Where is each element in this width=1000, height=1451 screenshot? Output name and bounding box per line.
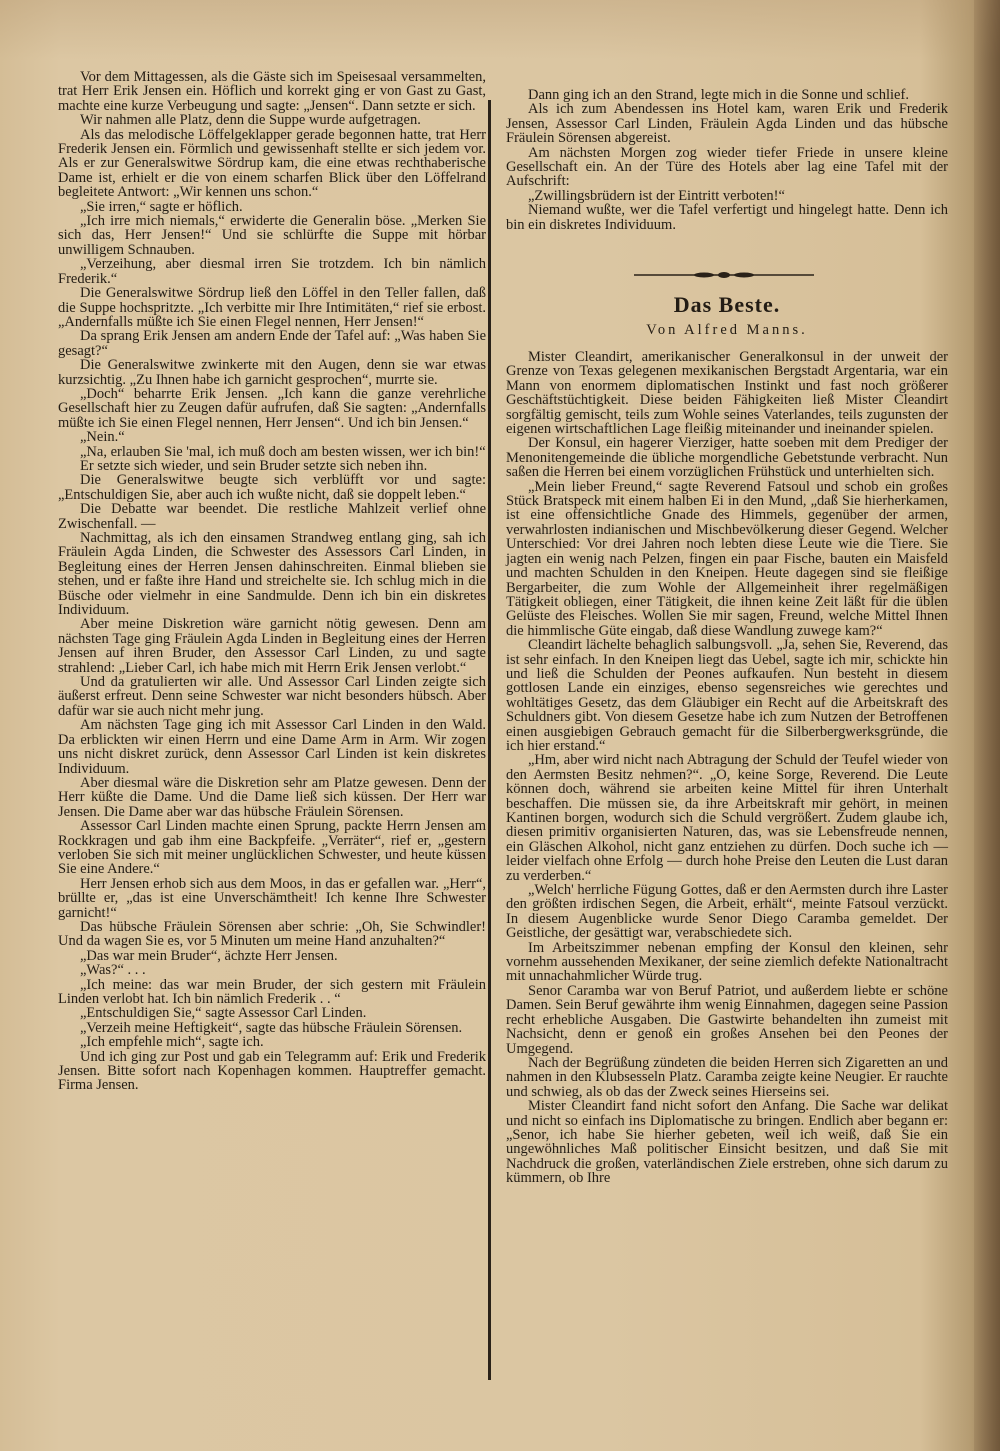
paragraph: Das hübsche Fräulein Sörensen aber schrie: „Oh, Sie Schwindler! Und da wagen Sie es, vor 5 Minuten um meine Hand anzuhalten?“ <box>58 918 486 950</box>
paragraph: „Welch' herrliche Fügung Gottes, daß er den Aermsten durch ihre Laster den größten irdischen Segen, die Arbeit, erhält“, meinte Fatsoul verzückt. In diesem Augenblicke wurde Senor Diego Caramba gemeldet. Der Geistliche, der gesättigt war, verabschiedete sich. <box>506 882 948 942</box>
paragraph: „Ich empfehle mich“, sagte ich. <box>80 1034 264 1051</box>
paragraph: Und da gratulierten wir alle. Und Assessor Carl Linden zeigte sich äußerst erfreut. Denn seine Schwester war nicht besonders hübsch. Aber dafür war sie auch nicht mehr jung. <box>58 674 486 719</box>
paragraph: „Entschuldigen Sie,“ sagte Assessor Carl Linden. <box>80 1005 367 1022</box>
paragraph: „Ich meine: das war mein Bruder, der sich gestern mit Fräulein Linden verlobt hat. Ich bin nämlich Frederik . . “ <box>58 976 486 1007</box>
paragraph: „Zwillingsbrüdern ist der Eintritt verboten!“ <box>528 187 785 204</box>
paragraph: Mister Cleandirt fand nicht sofort den Anfang. Die Sache war delikat und nicht so einfach ins Diplomatische zu bringen. Endlich aber begann er: „Senor, ich habe Sie hierher gebeten, weil ich weiß, daß Sie ein ungewöhnliches Maß politischer Einsicht besitzen, und daß Sie mit Nachdruck die großen, vaterländischen Ziele erstreben, ohne sich darum zu kümmern, ob Ihre <box>506 1098 948 1187</box>
paragraph: „Nein.“ <box>80 429 125 446</box>
paragraph: Die Generalswitwe beugte sich verblüfft vor und sagte: „Entschuldigen Sie, aber auch ich wußte nicht, daß sie doppelt leben.“ <box>58 472 486 503</box>
paragraph: „Ich irre mich niemals,“ erwiderte die Generalin böse. „Merken Sie sich das, Herr Jensen!“ Und sie schlürfte die Suppe mit hörbar unwilligem Schnauben. <box>58 213 486 258</box>
paragraph: Am nächsten Morgen zog wieder tiefer Friede in unsere kleine Gesellschaft ein. An der Türe des Hotels aber lag eine Tafel mit der Aufschrift: <box>506 144 948 190</box>
paragraph: Am nächsten Tage ging ich mit Assessor Carl Linden in den Wald. Da erblickten wir einen Herrn und eine Dame Arm in Arm. Wir zogen uns nicht diskret zurück, denn Assessor Carl Linden ist kein diskretes Individuum. <box>58 717 486 777</box>
paragraph: „Verzeihung, aber diesmal irren Sie trotzdem. Ich bin nämlich Frederik.“ <box>58 256 486 287</box>
paragraph: Nachmittag, als ich den einsamen Strandweg entlang ging, sah ich Fräulein Agda Linden, die Schwester des Assessors Carl Linden, in Begleitung eines der Herren Jensen dahinschreiten. Einmal blieben sie stehen, und er faßte ihre Hand und streichelte sie. Ich schlug mich in die Büsche oder vielmehr in eine Sandmulde. Denn ich bin ein diskretes Individuum. <box>58 530 486 619</box>
paragraph: Aber meine Diskretion wäre garnicht nötig gewesen. Denn am nächsten Tage ging Fräulein Agda Linden in Begleitung eines der Herren Jensen auf ihren Bruder, den Assessor Carl Linden, zu und sagte strahlend: „Lieber Carl, ich habe mich mit Herrn Erik Jensen verlobt.“ <box>58 616 486 676</box>
paragraph: Als das melodische Löffelgeklapper gerade begonnen hatte, trat Herr Frederik Jensen ein. Förmlich und gewissenhaft stellte er sich jedem vor. Als er zur Generalswitwe Sördrup kam, die eine etwas rechthaberische Dame ist, erhielt er die von einem scharfen Blick über den Löffelrand begleitete Antwort: „Wir kennen uns schon.“ <box>58 126 486 201</box>
paragraph: Aber diesmal wäre die Diskretion sehr am Platze gewesen. Denn der Herr küßte die Dame. Und die Dame ließ sich küssen. Der Herr war Jensen. Die Dame aber war das hübsche Fräulein Sörensen. <box>58 774 486 820</box>
paragraph: Der Konsul, ein hagerer Vierziger, hatte soeben mit dem Prediger der Menonitengemeinde die übliche morgendliche Gebetstunde verbracht. Nun saßen die Herren bei einem vorzüglichen Frühstück und unterhielten sich. <box>506 435 948 481</box>
paragraph: Vor dem Mittagessen, als die Gäste sich im Speisesaal versammelten, trat Herr Erik Jensen ein. Höflich und korrekt ging er von Gast zu Gast, machte eine kurze Verbeugung und sagte: „Jensen“. Dann setzte er sich. <box>58 69 486 114</box>
paragraph: Senor Caramba war von Beruf Patriot, und außerdem liebte er schöne Damen. Sein Beruf gewährte ihm wenig Einnahmen, dagegen seine Passion recht erhebliche Ausgaben. Die Gastwirte behandelten ihn zumeist mit Nachsicht, denn er genoß ein großes Ansehen bei den Peones der Umgegend. <box>506 982 948 1057</box>
paragraph: Und ich ging zur Post und gab ein Telegramm auf: Erik und Frederik Jensen. Bitte sofort nach Kopenhagen kommen. Hauptreffer gemacht. Firma Jensen. <box>58 1048 486 1094</box>
article-title: Das Beste. <box>673 292 781 317</box>
paragraph: Wir nahmen alle Platz, denn die Suppe wurde aufgetragen. <box>80 112 421 129</box>
paragraph: Cleandirt lächelte behaglich salbungsvoll. „Ja, sehen Sie, Reverend, das ist sehr einfach. In den Kneipen liegt das Uebel, sagte ich mir, schickte hin und ließ die Schulden der Peones aufkaufen. Nun besteht in diesem gottlosen Lande ein einziges, ebenso segensreiches wie gerechtes und wohltätiges Gesetz, das dem Gläubiger ein Recht auf die Arbeitskraft des Schuldners gibt. Von diesem Gesetze habe ich zum Nutzen der Betroffenen einen ausgiebigen Gebrauch gemacht für die Silberbergwerksgründe, die ich hier erstand.“ <box>506 637 948 754</box>
right-column-article <box>506 350 948 1186</box>
paragraph: Er setzte sich wieder, und sein Bruder setzte sich neben ihn. <box>80 457 428 474</box>
column-rule <box>488 100 491 1380</box>
paragraph: Die Debatte war beendet. Die restliche Mahlzeit verlief ohne Zwischenfall. — <box>58 501 486 532</box>
paragraph: „Hm, aber wird nicht nach Abtragung der Schuld der Teufel wieder von den Aermsten Besitz nehmen?“. „O, keine Sorge, Reverend. Die Leute können doch, während sie arbeiten keine Mittel für ihren Unterhalt beschaffen. Die müssen sie, da ihre Arbeitskraft mir gehört, in meinen Kantinen borgen, wodurch sich die Schuld vergrößert. Zudem glaube ich, diesen primitiv organisierten Naturen, das, was sie Lebensfreude nennen, ein Gläschen Alkohol, nicht ganz entziehen zu dürfen. Doch suche ich — leider vielfach ohne Erfolg — durch hohe Preise den Leuten die Lust daran zu verderben.“ <box>506 752 948 884</box>
paragraph: Dann ging ich an den Strand, legte mich in die Sonne und schlief. <box>528 87 909 103</box>
paragraph: Assessor Carl Linden machte einen Sprung, packte Herrn Jensen am Rockkragen und gab ihm eine Backpfeife. „Verräter“, rief er, „gestern verloben Sie sich mit meiner unglücklichen Schwester, und heute küssen Sie eine Andere.“ <box>58 818 486 878</box>
paragraph: Die Generalswitwe Sördrup ließ den Löffel in den Teller fallen, daß die Suppe hochspritzte. „Ich verbitte mir Ihre Intimitäten,“ rief sie erbost. „Andernfalls müßte ich Sie einen Flegel nennen, Herr Jensen!“ <box>58 285 486 330</box>
paragraph: Herr Jensen erhob sich aus dem Moos, in das er gefallen war. „Herr“, brüllte er, „das ist eine Unverschämtheit! Ich kenne Ihre Schwester garnicht!“ <box>58 875 486 921</box>
paragraph: Nach der Begrüßung zündeten die beiden Herren sich Zigaretten an und nahmen in den Klubsesseln Platz. Caramba zeigte keine Neugier. Er rauchte und schwieg, als ob das der Zweck seines Hierseins sei. <box>506 1054 948 1100</box>
paragraph: „Doch“ beharrte Erik Jensen. „Ich kann die ganze verehrliche Gesellschaft hier zu Zeugen dafür aufrufen, daß Sie sagten: „Andernfalls müßte ich Sie einen Flegel nennen, Herr Jensen“. Und ich bin Jensen.“ <box>58 385 486 431</box>
paragraph: Als ich zum Abendessen ins Hotel kam, waren Erik und Frederik Jensen, Assessor Carl Linden, Fräulein Agda Linden und das hübsche Fräulein Sörensen abgereist. <box>506 101 948 147</box>
paragraph: Mister Cleandirt, amerikanischer Generalkonsul in der unweit der Grenze von Texas gelegenen mexikanischen Bergstadt Argentaria, war ein Mann von enormem diplomatischen Instinkt und fast noch größerer Geschäftstüchtigkeit. Diese beiden Fähigkeiten ließ Mister Cleandirt sorgfältig gemischt, teils zum Wohle seines Vaterlandes, teils zugunsten der eigenen wirtschaftlichen Lage fleißig miteinander und ineinander spielen. <box>506 349 948 438</box>
paragraph: „Verzeih meine Heftigkeit“, sagte das hübsche Fräulein Sörensen. <box>80 1019 463 1036</box>
paragraph: „Das war mein Bruder“, ächzte Herr Jensen. <box>80 947 338 964</box>
paragraph: Im Arbeitszimmer nebenan empfing der Konsul den kleinen, sehr vornehm aussehenden Mexikaner, der seine ziemlich defekte Nationaltracht mit unnachahmlicher Würde trug. <box>506 939 948 985</box>
paragraph: Niemand wußte, wer die Tafel verfertigt und hingelegt hatte. Denn ich bin ein diskretes Individuum. <box>506 202 948 233</box>
paragraph: Da sprang Erik Jensen am andern Ende der Tafel auf: „Was haben Sie gesagt?“ <box>58 328 486 359</box>
ornamental-divider <box>634 271 814 279</box>
paragraph: Die Generalswitwe zwinkerte mit den Augen, denn sie war etwas kurzsichtig. „Zu Ihnen habe ich garnicht gesprochen“, murrte sie. <box>58 357 486 388</box>
paragraph: „Na, erlauben Sie 'mal, ich muß doch am besten wissen, wer ich bin!“ <box>80 443 486 460</box>
left-column-story <box>58 70 486 1093</box>
paper-stain <box>0 0 1000 60</box>
paragraph: „Mein lieber Freund,“ sagte Reverend Fatsoul und schob ein großes Stück Bratspeck mit einem halben Ei in den Mund, „daß Sie hierherkamen, ist eine offensichtliche Gnade des Himmels, gegenüber der armen, verwahrlosten indianischen und Mischbevölkerung dieser Gegend. Welcher Unterschied: Vor drei Jahren noch lebten diese Leute wie die Tiere. Sie jagten ein wenig nach Pelzen, fingen ein paar Fische, bauten ein Maisfeld und machten Schulden in den Kneipen. Heute dagegen sind sie fleißige Bergarbeiter, die zum Wohle der Allgemeinheit ihrer regelmäßigen Tätigkeit obliegen, einer Tätigkeit, die ihnen keine Zeit läßt für die üblen Gelüste des Fleisches. Wollen Sie mir sagen, Freund, welche Mittel Ihnen die himmlische Güte eingab, daß diese Wandlung zuwege kam?“ <box>506 478 948 639</box>
article-byline: Von Alfred Manns. <box>646 322 808 338</box>
paragraph: „Was?“ . . . <box>80 962 146 979</box>
page-binding-edge <box>974 0 1000 1451</box>
paragraph: „Sie irren,“ sagte er höflich. <box>80 198 243 215</box>
right-column-story-end <box>506 88 948 232</box>
